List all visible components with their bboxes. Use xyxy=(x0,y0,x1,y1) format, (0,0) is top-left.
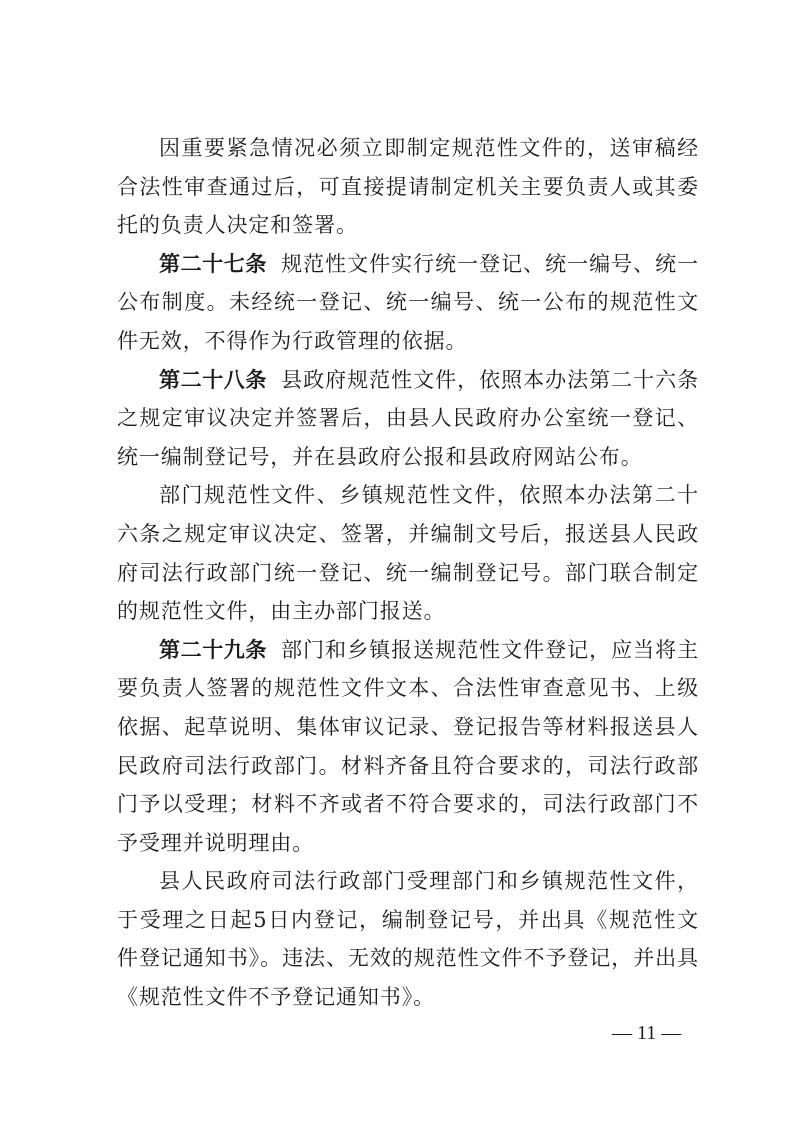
paragraph-2 xyxy=(117,245,699,361)
paragraph-text: 部门规范性文件、乡镇规范性文件，依照本办法第二十六条之规定审议决定、签署，并编制文号后，报送县人民政府司法行政部门统一登记、统一编制登记号。部门联合制定的规范性文件，由主办部门报送。 xyxy=(117,483,699,624)
paragraph-text: 规范性文件实行统一登记、统一编号、统一公布制度。未经统一登记、统一编号、统一公布的规范性文件无效，不得作为行政管理的依据。 xyxy=(117,251,699,353)
article-number: 第二十七条 xyxy=(159,251,267,276)
paragraph-text: 因重要紧急情况必须立即制定规范性文件的，送审稿经合法性审查通过后，可直接提请制定机关主要负责人或其委托的负责人决定和签署。 xyxy=(117,136,699,238)
paragraph-4 xyxy=(117,476,699,630)
paragraph-1 xyxy=(117,129,699,245)
paragraph-3 xyxy=(117,361,699,477)
paragraph-text: 部门和乡镇报送规范性文件登记，应当将主要负责人签署的规范性文件文本、合法性审查意见书、上级依据、起草说明、集体审议记录、登记报告等材料报送县人民政府司法行政部门。材料齐备且符合要求的，司法行政部门予以受理；材料不齐或者不符合要求的，司法行政部门不予受理并说明理由。 xyxy=(117,637,699,855)
paragraph-text: 县人民政府司法行政部门受理部门和乡镇规范性文件，于受理之日起5日内登记，编制登记号，并出具《规范性文件登记通知书》。违法、无效的规范性文件不予登记，并出具《规范性文件不予登记通知书》。 xyxy=(117,869,699,1010)
paragraph-text: 县政府规范性文件，依照本办法第二十六条之规定审议决定并签署后，由县人民政府办公室统一登记、统一编制登记号，并在县政府公报和县政府网站公布。 xyxy=(117,367,699,469)
page-number: — 11 — xyxy=(612,1022,682,1044)
article-number: 第二十九条 xyxy=(159,637,267,662)
article-number: 第二十八条 xyxy=(159,367,267,392)
document-body xyxy=(117,129,699,1017)
paragraph-5 xyxy=(117,631,699,863)
paragraph-6 xyxy=(117,862,699,1016)
